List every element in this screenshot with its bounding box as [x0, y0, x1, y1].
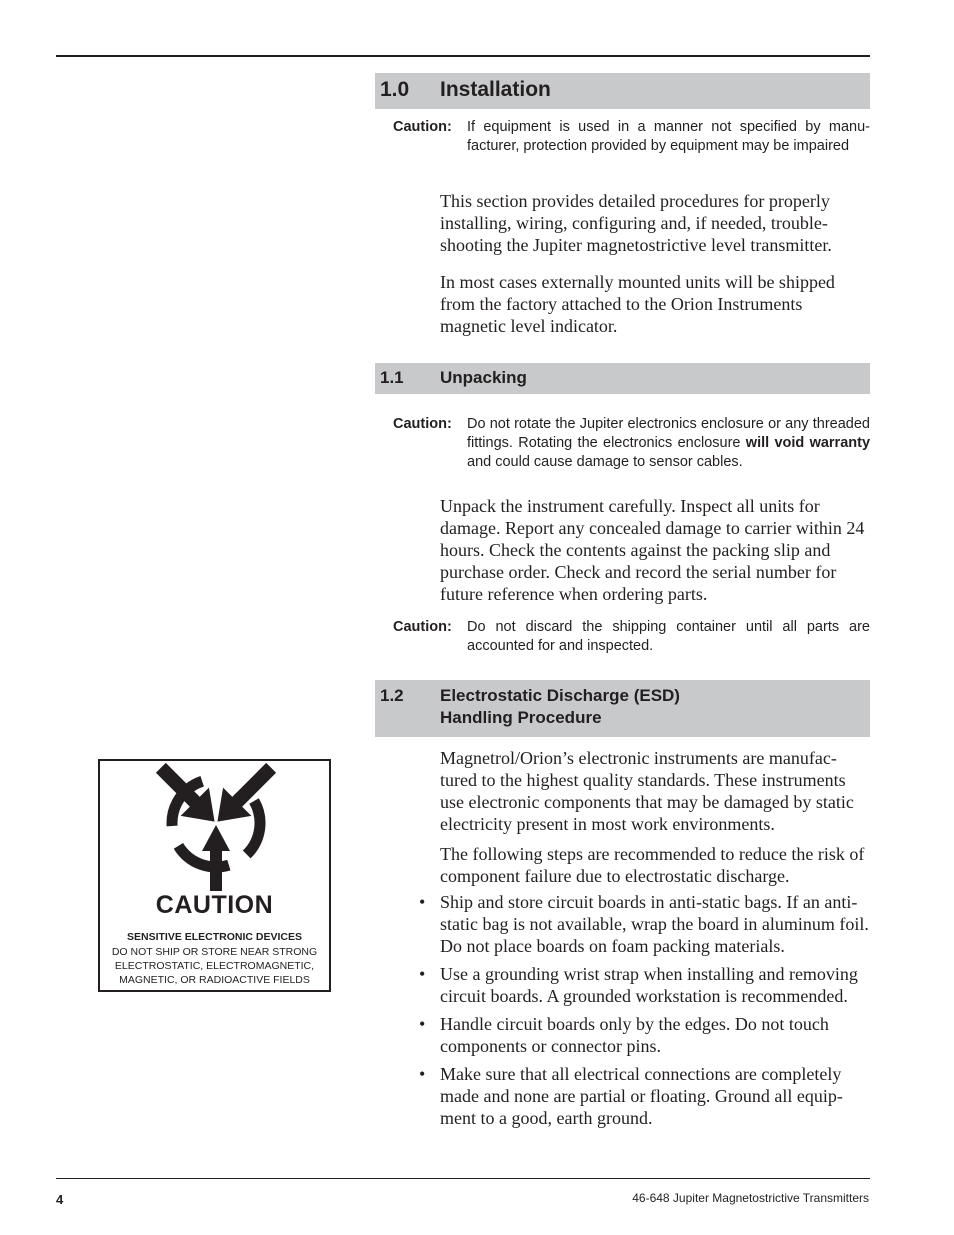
caution-label: Caution: — [393, 416, 452, 432]
document-title: 46-648 Jupiter Magnetostrictive Transmitters — [632, 1191, 869, 1205]
list-item — [417, 1013, 870, 1057]
esd-caution-sign — [98, 759, 331, 992]
sign-line: ELECTROSTATIC, ELECTROMAGNETIC, — [114, 960, 315, 972]
paragraph-text: Unpack the instrument carefully. Inspect all units for damage. Report any concealed damage to carrier within 24 hours. Check the contents against the packing slip and purchase order. Check and record the serial number for future reference when ordering parts. — [440, 496, 865, 604]
list-item-text: Handle circuit boards only by the edges. Do not touch components or connector pins. — [440, 1014, 829, 1056]
section-title: Installation — [440, 78, 551, 101]
list-item — [417, 891, 870, 957]
bottom-rule — [56, 1178, 870, 1179]
caution-text: If equipment is used in a manner not specified by manu-facturer, protection provided by equipment may be impaired — [467, 119, 870, 154]
section-title — [440, 685, 680, 729]
caution-label: Caution: — [393, 119, 452, 135]
sign-subheading: SENSITIVE ELECTRONIC DEVICES — [126, 931, 303, 943]
section-number: 1.1 — [380, 368, 404, 387]
paragraph-text: This section provides detailed procedures for properly installing, wiring, configuring and, if needed, trouble-shooting the Jupiter magnetostrictive level transmitter. — [440, 191, 832, 255]
section-heading-esd — [375, 680, 870, 737]
esd-symbol-icon — [100, 761, 329, 891]
caution-note-misuse — [393, 118, 870, 156]
section-number: 1.0 — [380, 78, 410, 101]
caution-note-shipping-container — [393, 618, 870, 656]
esd-steps-list — [417, 891, 870, 1135]
page-number: 4 — [56, 1192, 64, 1207]
caution-label: Caution: — [393, 619, 452, 635]
caution-warranty-emphasis: will void warranty — [745, 435, 871, 451]
section-title: Unpacking — [440, 368, 527, 387]
caution-text-part: Do not rotate the Jupiter electronics enclosure or any threaded fittings. Rotating the electronics enclosure — [467, 416, 870, 451]
paragraph-unpack — [440, 495, 870, 605]
paragraph-intro — [440, 190, 870, 256]
bullet-marker: • — [419, 964, 426, 984]
list-item — [417, 963, 870, 1007]
caution-text-part: and could cause damage to sensor cables. — [467, 454, 743, 470]
list-item-text: Make sure that all electrical connections are completely made and none are partial or floating. Ground all equip-ment to a good, earth ground. — [440, 1064, 843, 1128]
paragraph-text: The following steps are recommended to reduce the risk of component failure due to electrostatic discharge. — [440, 844, 865, 886]
bullet-marker: • — [419, 1064, 426, 1084]
section-heading-unpacking — [375, 363, 870, 394]
paragraph-text: In most cases externally mounted units will be shipped from the factory attached to the Orion Instruments magnetic level indicator. — [440, 272, 835, 336]
caution-text — [467, 415, 870, 472]
sign-warning-text — [100, 945, 329, 987]
caution-note-rotation — [393, 415, 870, 472]
section-title-line: Electrostatic Discharge (ESD) — [440, 686, 680, 705]
bullet-marker: • — [419, 1014, 426, 1034]
section-heading-installation — [375, 73, 870, 109]
paragraph-esd-intro — [440, 747, 870, 835]
bullet-marker: • — [419, 892, 426, 912]
list-item-text: Use a grounding wrist strap when installing and removing circuit boards. A grounded workstation is recommended. — [440, 964, 858, 1006]
paragraph-text: Magnetrol/Orion’s electronic instruments are manufac-tured to the highest quality standards. These instruments use electronic components that may be damaged by static electricity present in most work environments. — [440, 748, 854, 834]
list-item-text: Ship and store circuit boards in anti-static bags. If an anti-static bag is not available, wrap the board in aluminum foil. Do not place boards on foam packing materials. — [440, 892, 869, 956]
sign-line: DO NOT SHIP OR STORE NEAR STRONG — [111, 946, 318, 958]
list-item — [417, 1063, 870, 1129]
sign-heading: CAUTION — [155, 891, 274, 919]
paragraph-external-units — [440, 271, 870, 337]
paragraph-esd-steps — [440, 843, 870, 887]
sign-line: MAGNETIC, OR RADIOACTIVE FIELDS — [119, 974, 310, 986]
section-title-line: Handling Procedure — [440, 708, 602, 727]
caution-text: Do not discard the shipping container until all parts are accounted for and inspected. — [467, 619, 870, 654]
section-number: 1.2 — [380, 686, 404, 705]
top-rule — [56, 55, 870, 57]
